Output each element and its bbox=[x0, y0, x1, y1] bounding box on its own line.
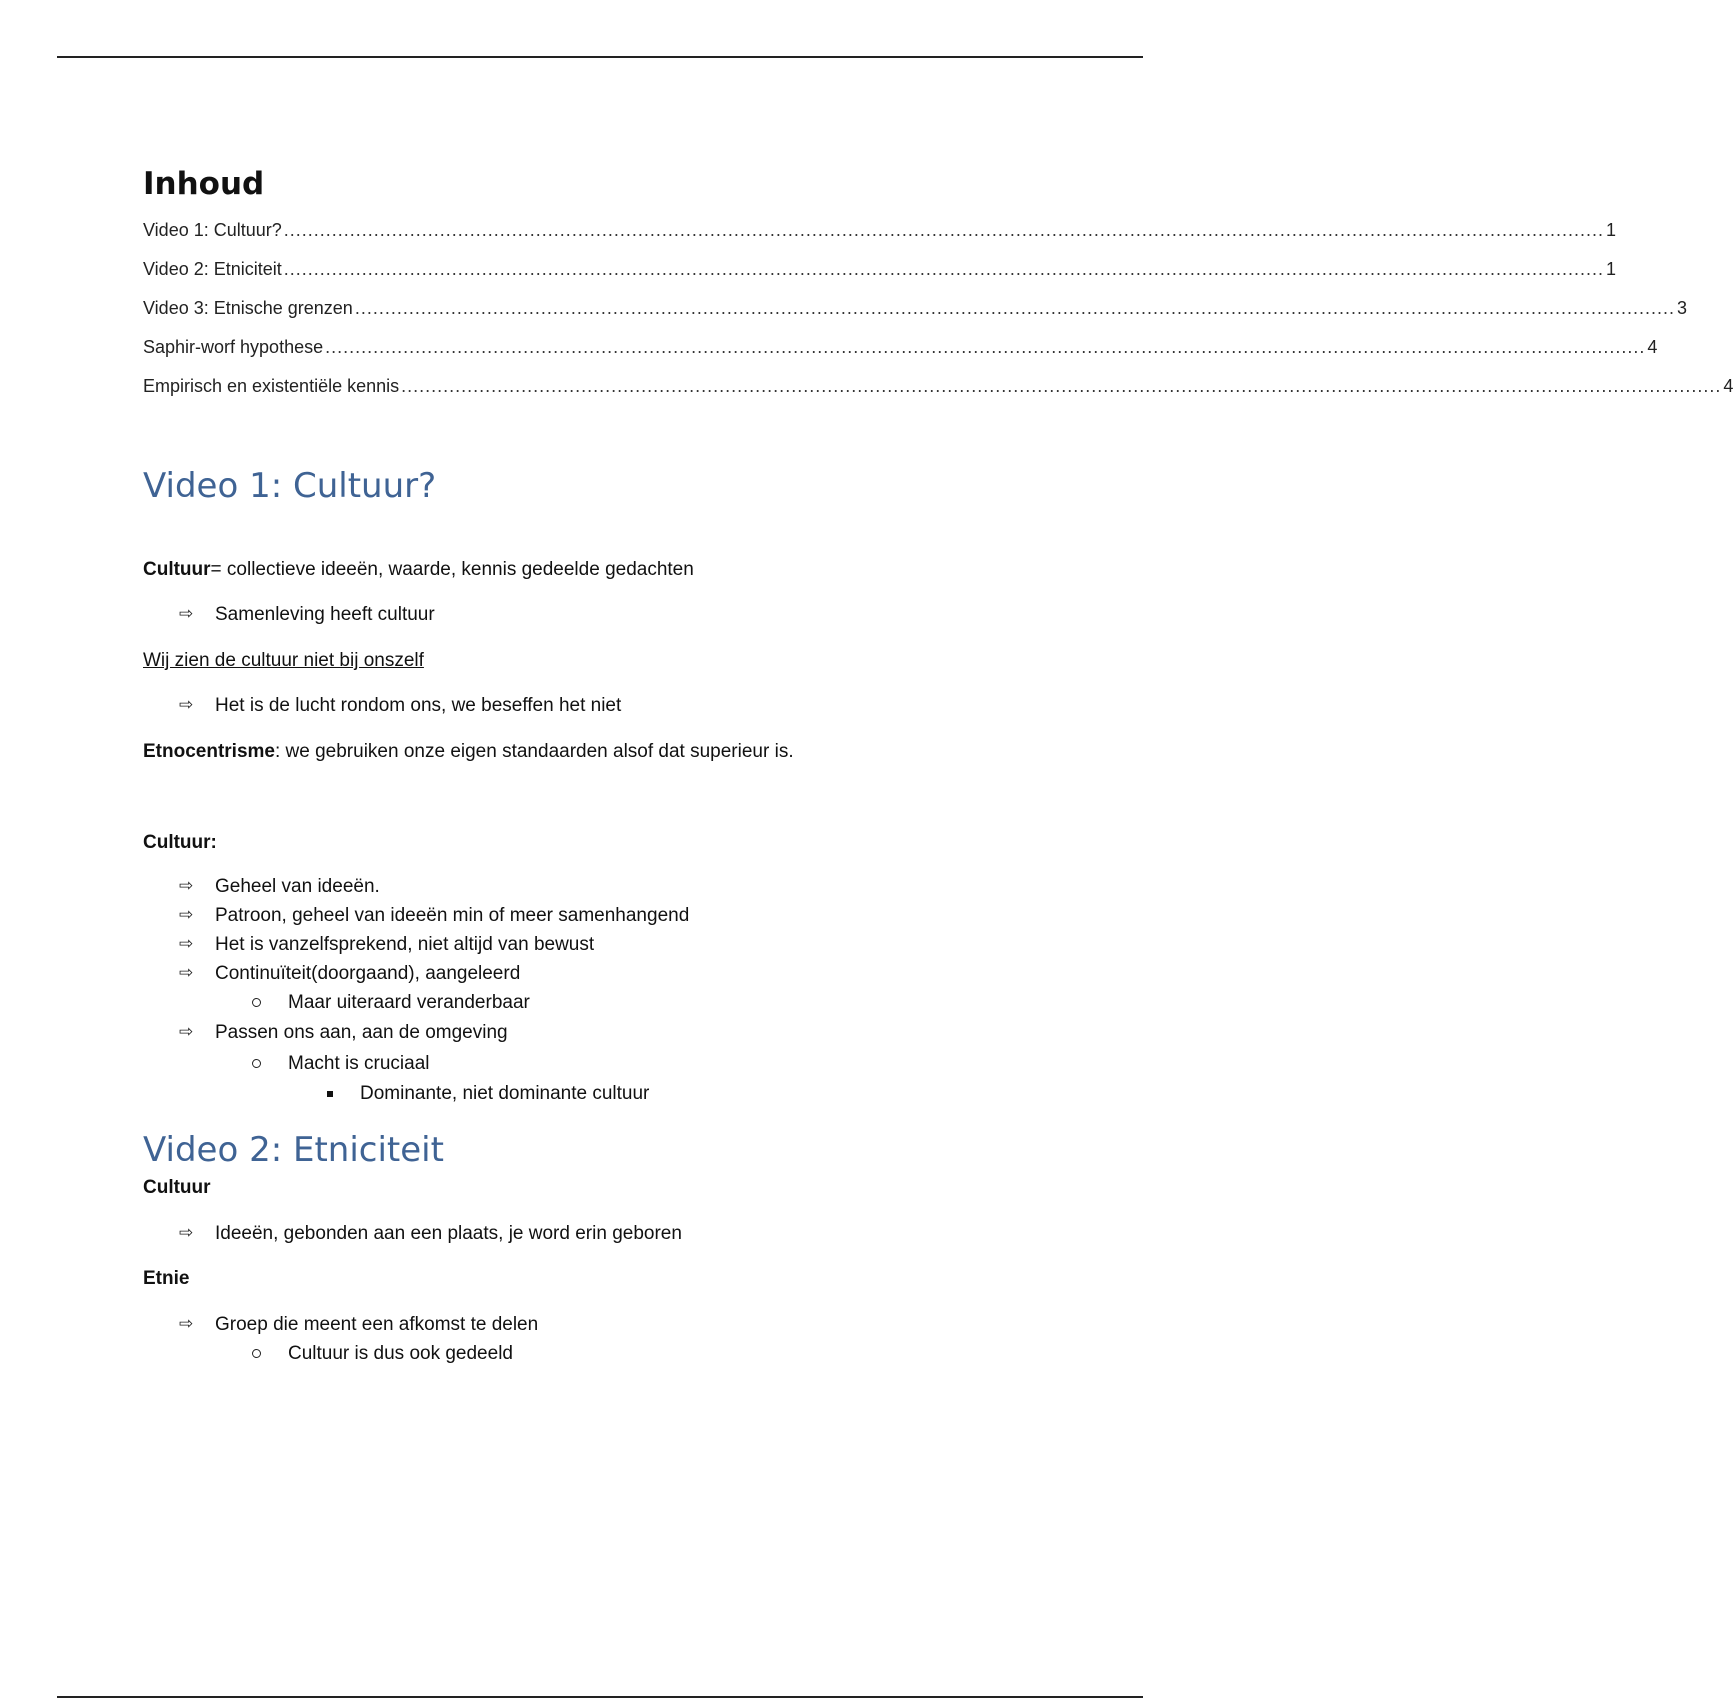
list-item bbox=[179, 963, 521, 985]
list-item-text: Ideeën, gebonden aan een plaats, je word erin geboren bbox=[215, 1223, 682, 1244]
toc-entry-page: 1 bbox=[1605, 220, 1616, 240]
list-heading: Cultuur: bbox=[143, 832, 217, 853]
list-item bbox=[288, 992, 530, 1014]
list-item-text: Patroon, geheel van ideeën min of meer samenhangend bbox=[215, 905, 690, 926]
list-item-text: Passen ons aan, aan de omgeving bbox=[215, 1022, 508, 1043]
list-item-text: Het is vanzelfsprekend, niet altijd van bewust bbox=[215, 934, 595, 955]
definition-text: = collectieve ideeën, waarde, kennis gedeelde gedachten bbox=[210, 559, 694, 580]
arrow-bullet-icon: ⇨ bbox=[179, 604, 194, 623]
definition-term: Etnocentrisme bbox=[143, 741, 275, 762]
toc-entry-title: Empirisch en existentiële kennis bbox=[143, 376, 400, 396]
arrow-bullet-icon: ⇨ bbox=[179, 1223, 194, 1242]
definition-text: : we gebruiken onze eigen standaarden alsof dat superieur is. bbox=[274, 741, 794, 762]
list-item-text: Macht is cruciaal bbox=[288, 1053, 430, 1074]
toc-leader-dots: ............................................................................................................................................................................................................................ bbox=[325, 337, 1646, 357]
toc-leader-dots: ............................................................................................................................................................................................................................ bbox=[401, 376, 1722, 396]
toc-entry-title: Saphir-worf hypothese bbox=[143, 337, 324, 357]
toc-heading: Inhoud bbox=[143, 166, 265, 202]
circle-bullet-icon bbox=[252, 998, 261, 1007]
list-item bbox=[179, 934, 595, 956]
list-item bbox=[179, 695, 622, 717]
toc-entry-title: Video 3: Etnische grenzen bbox=[143, 298, 353, 318]
subheading-cultuur: Cultuur bbox=[143, 1177, 211, 1198]
circle-bullet-icon bbox=[252, 1059, 261, 1068]
list-item-text: Maar uiteraard veranderbaar bbox=[288, 992, 530, 1013]
header-rule bbox=[57, 56, 1143, 58]
definition-cultuur bbox=[143, 559, 694, 581]
list-item bbox=[179, 905, 690, 927]
toc-entry-page: 4 bbox=[1647, 337, 1658, 357]
underlined-statement: Wij zien de cultuur niet bij onszelf bbox=[143, 650, 424, 671]
toc-leader-dots: ............................................................................................................................................................................................................................ bbox=[283, 259, 1604, 279]
toc-entry-title: Video 1: Cultuur? bbox=[143, 220, 282, 240]
toc-leader-dots: ............................................................................................................................................................................................................................ bbox=[354, 298, 1676, 318]
list-item bbox=[179, 1223, 682, 1245]
list-item bbox=[179, 1314, 539, 1336]
arrow-bullet-icon: ⇨ bbox=[179, 934, 194, 953]
arrow-bullet-icon: ⇨ bbox=[179, 905, 194, 924]
toc-entry-title: Video 2: Etniciteit bbox=[143, 259, 282, 279]
toc-entry-page: 3 bbox=[1677, 298, 1688, 318]
list-item bbox=[179, 1022, 508, 1044]
list-item-text: Groep die meent een afkomst te delen bbox=[215, 1314, 539, 1335]
arrow-bullet-icon: ⇨ bbox=[179, 876, 194, 895]
definition-term: Cultuur bbox=[143, 559, 211, 580]
toc-entry[interactable] bbox=[143, 298, 1688, 337]
list-item-text: Continuïteit(doorgaand), aangeleerd bbox=[215, 963, 521, 984]
toc-entry-page: 1 bbox=[1605, 259, 1616, 279]
subheading-etnie: Etnie bbox=[143, 1268, 190, 1289]
list-item-text: Het is de lucht rondom ons, we beseffen het niet bbox=[215, 695, 622, 716]
toc-entry-page: 4 bbox=[1723, 376, 1733, 396]
toc-entry[interactable] bbox=[143, 337, 1658, 376]
section-heading-video-1: Video 1: Cultuur? bbox=[143, 466, 437, 506]
list-item-text: Samenleving heeft cultuur bbox=[215, 604, 435, 625]
arrow-bullet-icon: ⇨ bbox=[179, 1314, 194, 1333]
arrow-bullet-icon: ⇨ bbox=[179, 963, 194, 982]
list-item bbox=[179, 876, 380, 898]
list-item-text: Cultuur is dus ook gedeeld bbox=[288, 1343, 513, 1364]
footer-rule bbox=[57, 1696, 1143, 1698]
square-bullet-icon bbox=[327, 1091, 333, 1097]
list-item bbox=[288, 1343, 513, 1365]
arrow-bullet-icon: ⇨ bbox=[179, 695, 194, 714]
arrow-bullet-icon: ⇨ bbox=[179, 1022, 194, 1041]
list-item-text: Dominante, niet dominante cultuur bbox=[360, 1083, 650, 1104]
list-item bbox=[360, 1083, 649, 1105]
toc-entry[interactable] bbox=[143, 259, 1616, 298]
table-of-contents bbox=[143, 220, 1733, 415]
list-item-text: Geheel van ideeën. bbox=[215, 876, 380, 897]
section-heading-video-2: Video 2: Etniciteit bbox=[143, 1130, 444, 1170]
definition-etnocentrisme bbox=[143, 741, 794, 763]
toc-entry[interactable] bbox=[143, 376, 1733, 415]
list-item bbox=[179, 604, 435, 626]
circle-bullet-icon bbox=[252, 1349, 261, 1358]
toc-leader-dots: ............................................................................................................................................................................................................................ bbox=[283, 220, 1604, 240]
list-item bbox=[288, 1053, 430, 1075]
toc-entry[interactable] bbox=[143, 220, 1616, 259]
